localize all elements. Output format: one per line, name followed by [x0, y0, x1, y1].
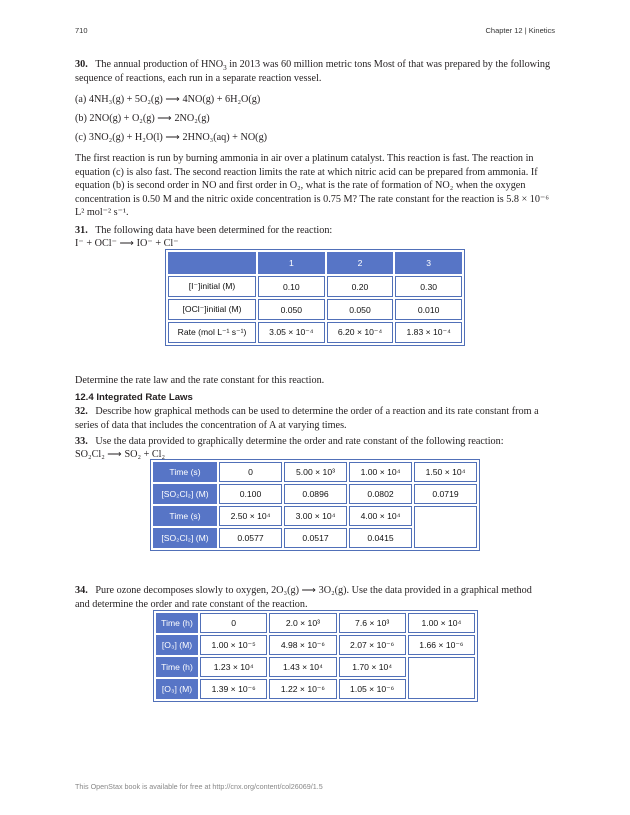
table-cell: 2.50 × 10⁴: [219, 506, 282, 526]
table-row: [153, 484, 477, 504]
q30-equation-c: (c) 3NO₂(g) + H₂O(l) ⟶ 2HNO₃(aq) + NO(g): [75, 132, 268, 143]
table-row: [156, 613, 475, 633]
table-row: [153, 506, 477, 526]
table-cell: 1.83 × 10⁻⁴: [395, 322, 462, 343]
table-cell: 1.66 × 10⁻⁶: [408, 635, 475, 655]
q32-number: 32.: [75, 406, 88, 417]
table-cell: 1.39 × 10⁻⁶: [200, 679, 267, 699]
table-cell: 0.30: [395, 276, 462, 297]
table-header-cell: Time (s): [153, 462, 217, 482]
table-cell: 0.100: [219, 484, 282, 504]
q31-after: Determine the rate law and the rate constant for this reaction.: [75, 375, 325, 386]
table-cell: 0.20: [327, 276, 394, 297]
table-cell-empty: [408, 657, 475, 699]
q30-intro-a: The annual production of HNO: [95, 59, 224, 70]
table-cell: 4.98 × 10⁻⁶: [269, 635, 336, 655]
q31-prompt: The following data have been determined for the reaction:: [95, 225, 333, 236]
footer-text: This OpenStax book is available for free at http://cnx.org/content/col26069/1.5: [75, 782, 323, 791]
table-cell: 0.0577: [219, 528, 282, 548]
table-cell: 0.050: [258, 299, 325, 320]
table-header-cell: 1: [258, 252, 325, 274]
table-cell: 0.010: [395, 299, 462, 320]
table-cell: 0.050: [327, 299, 394, 320]
q33-reaction: SO₂Cl₂ ⟶ SO₂ + Cl₂: [75, 449, 166, 460]
table-cell: 1.50 × 10⁴: [414, 462, 477, 482]
table-cell: 0.0719: [414, 484, 477, 504]
q33-prompt: Use the data provided to graphically determine the order and rate constant of the following reaction:: [95, 436, 504, 447]
q30-equation-b: (b) 2NO(g) + O₂(g) ⟶ 2NO₂(g): [75, 113, 210, 124]
table-cell: 0: [219, 462, 282, 482]
table-header-cell: 2: [327, 252, 394, 274]
q34-text-a: [75, 584, 575, 598]
table-header-cell: Time (h): [156, 613, 198, 633]
table-cell: 6.20 × 10⁻⁴: [327, 322, 394, 343]
q30-number: 30.: [75, 59, 88, 70]
table-cell: 1.23 × 10⁴: [200, 657, 267, 677]
table-header-cell: [O₃] (M): [156, 679, 198, 699]
q31-text: [75, 224, 555, 238]
table-header-cell: [SO₂Cl₂] (M): [153, 528, 217, 548]
table-row: [168, 322, 462, 343]
table-header-cell: [SO₂Cl₂] (M): [153, 484, 217, 504]
q30-paragraph: The first reaction is run by burning ammonia in air over a platinum catalyst. This reaction is fast. The reaction in equation (c) is also fast. The second reaction limits the rate at which nitric acid can be prepared from ammonia. If equation (b) is second order in NO and first order in O₂, what is the rate of formation of NO₂ when the oxygen concentration is 0.50 M and the nitric oxide concentration is 0.75 M? The rate constant for the reaction is 5.8 × 10⁻⁶ L² mol⁻² s⁻¹.: [75, 153, 549, 219]
table-cell: 2.07 × 10⁻⁶: [339, 635, 406, 655]
table-cell: 2.0 × 10³: [269, 613, 336, 633]
table-header-cell: [O₃] (M): [156, 635, 198, 655]
table-cell: 1.05 × 10⁻⁶: [339, 679, 406, 699]
q33-table: [150, 459, 480, 551]
q32-text: [75, 405, 555, 432]
table-cell: [OCl⁻]initial (M): [168, 299, 256, 320]
table-cell: 5.00 × 10³: [284, 462, 347, 482]
table-cell: 1.70 × 10⁴: [339, 657, 406, 677]
table-row: [168, 252, 462, 274]
table-cell: 4.00 × 10⁴: [349, 506, 412, 526]
page-number: 710: [75, 26, 88, 35]
table-cell: 0.0802: [349, 484, 412, 504]
q33-number: 33.: [75, 436, 88, 447]
table-header-cell: 3: [395, 252, 462, 274]
table-cell: 0.0415: [349, 528, 412, 548]
q31-reaction: I⁻ + OCl⁻ ⟶ IO⁻ + Cl⁻: [75, 238, 179, 249]
table-cell: 3.05 × 10⁻⁴: [258, 322, 325, 343]
table-row: [156, 635, 475, 655]
table-header-cell: Time (h): [156, 657, 198, 677]
q34-table: [153, 610, 478, 702]
section-title: 12.4 Integrated Rate Laws: [75, 392, 193, 403]
q31-table: [165, 249, 465, 346]
table-row: [168, 276, 462, 297]
table-cell: 7.6 × 10³: [339, 613, 406, 633]
table-cell: 0.0517: [284, 528, 347, 548]
table-cell: 0.10: [258, 276, 325, 297]
table-cell: [I⁻]initial (M): [168, 276, 256, 297]
table-cell: 1.00 × 10⁴: [408, 613, 475, 633]
table-cell-empty: [414, 506, 477, 548]
table-cell: 0.0896: [284, 484, 347, 504]
table-row: [156, 657, 475, 677]
q30-intro-c: in 2013 was 60 million metric tons Most of that was prepared by the following sequence of reactions, each run in a separate reaction vessel.: [75, 59, 551, 84]
table-cell: 1.00 × 10⁻⁵: [200, 635, 267, 655]
table-cell: 3.00 × 10⁴: [284, 506, 347, 526]
table-cell: 1.00 × 10⁴: [349, 462, 412, 482]
table-row: [153, 462, 477, 482]
table-header-cell: [168, 252, 256, 274]
table-cell: Rate (mol L⁻¹ s⁻¹): [168, 322, 256, 343]
q30-intro: [75, 58, 555, 85]
q34-text-b: and determine the order and rate constant of the reaction.: [75, 599, 308, 610]
q34-number: 34.: [75, 585, 88, 596]
q30-equation-a: (a) 4NH₃(g) + 5O₂(g) ⟶ 4NO(g) + 6H₂O(g): [75, 94, 261, 105]
table-cell: 1.22 × 10⁻⁶: [269, 679, 336, 699]
q34-prompt-a: Pure ozone decomposes slowly to oxygen, 2O₃(g) ⟶ 3O₂(g). Use the data provided in a graphical method: [95, 585, 532, 596]
table-cell: 0: [200, 613, 267, 633]
table-header-cell: Time (s): [153, 506, 217, 526]
q31-number: 31.: [75, 225, 88, 236]
q30-intro-sub: 3: [223, 64, 227, 73]
table-row: [168, 299, 462, 320]
chapter-title: Chapter 12 | Kinetics: [485, 26, 555, 35]
q33-text: [75, 435, 555, 449]
q32-prompt: Describe how graphical methods can be used to determine the order of a reaction and its rate constant from a series of data that includes the concentration of A at varying times.: [75, 406, 539, 431]
table-cell: 1.43 × 10⁴: [269, 657, 336, 677]
